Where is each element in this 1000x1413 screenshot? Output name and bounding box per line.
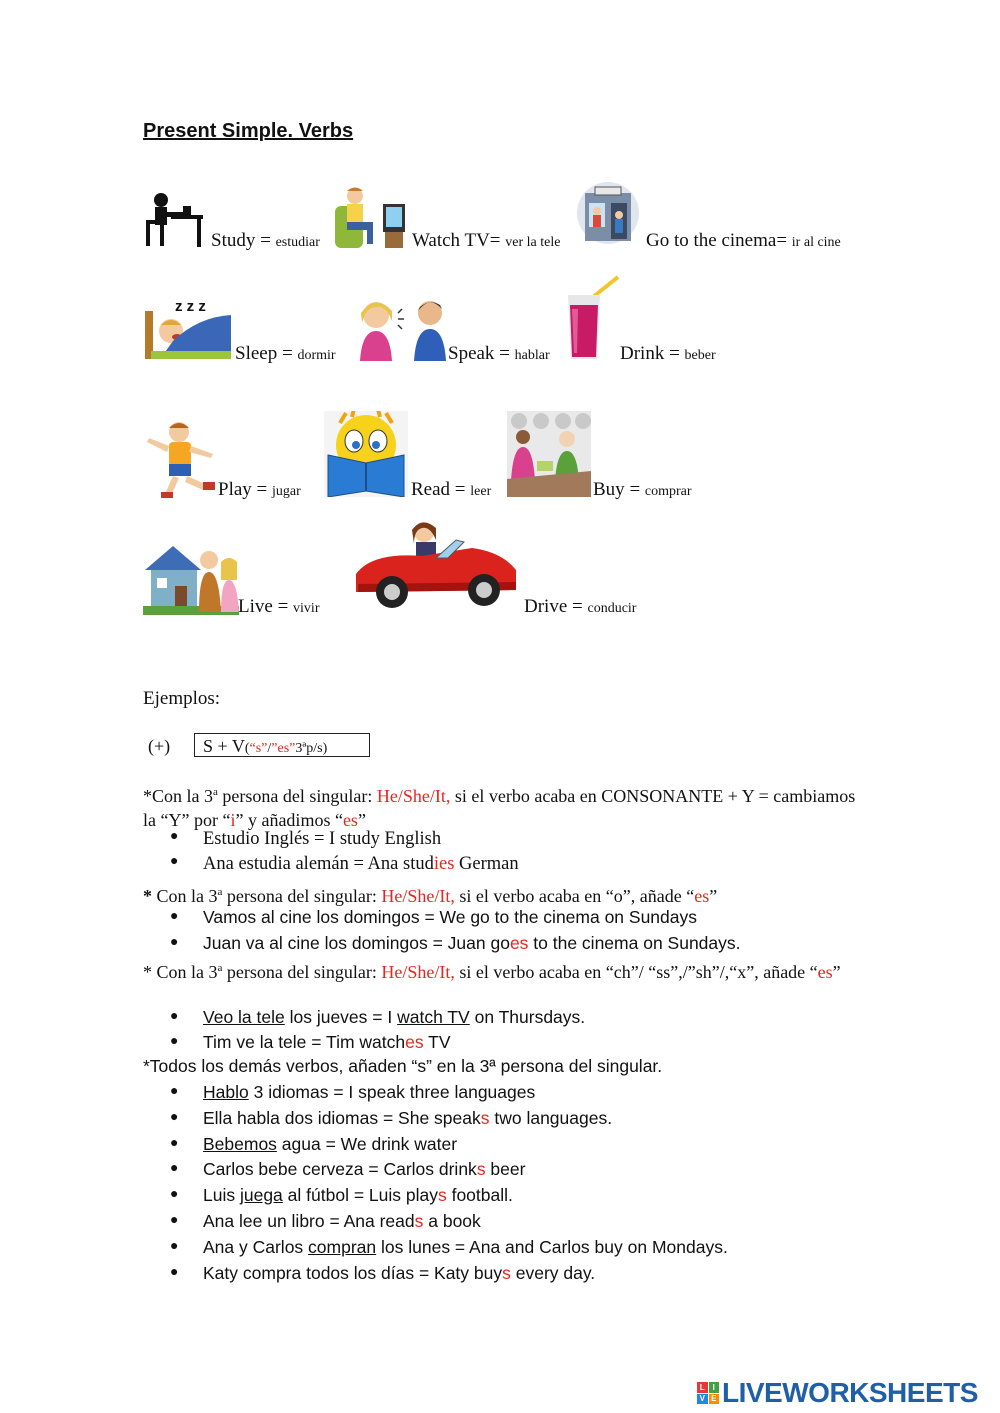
item-text: los lunes = Ana and Carlos buy on Mondays. [376,1237,728,1257]
formula-tail: 3ªp/s) [295,741,328,756]
item-text: Carlos bebe cerveza = Carlos drink [203,1159,477,1179]
rule-text: ” y añadimos “ [235,810,343,830]
item-text: on Thursdays. [469,1007,586,1027]
vocab-live: Live = vivir [238,596,320,617]
vocab-spanish: vivir [293,601,320,616]
vocab-watch-tv: Watch TV= ver la tele [412,230,561,251]
vocab-english: Speak [448,343,495,364]
vocab-speak: Speak = hablar [448,343,550,364]
item-text: beer [485,1159,526,1179]
rule-text: *Con la 3 [143,786,213,806]
sleep-picture [143,295,233,361]
logo-letter: I [709,1382,720,1393]
highlight: es [509,933,529,953]
liveworksheets-logo[interactable] [697,1376,978,1410]
formula-slash: / [267,741,272,756]
vocab-english: Sleep [235,343,278,364]
formula-es: ”es” [271,741,296,756]
item-text: los jueves = I [284,1007,398,1027]
read-picture [324,411,408,497]
highlight: s [414,1211,424,1231]
buy-picture [507,411,591,497]
bullet-icon: ● [170,1007,179,1023]
vocab-english: Watch TV [412,230,490,251]
logo-badge-icon [697,1382,719,1404]
formula-s: “s” [249,741,268,756]
item-text: TV [423,1032,451,1052]
item-text: a book [423,1211,481,1231]
speak-picture [352,295,448,361]
formula-open: ( [244,741,250,756]
vocab-buy: Buy = comprar [593,479,692,500]
vocab-english: Buy [593,479,625,500]
logo-letter: V [697,1394,708,1405]
bullet-icon: ● [170,1263,179,1279]
vocab-spanish: beber [684,348,716,363]
item-text: Ana estudia alemán = Ana stud [203,854,434,874]
rule-consonant-y [143,780,863,832]
rule-ends-in-ch-ss-sh-x [143,956,863,984]
highlight: s [502,1263,511,1283]
highlight: s [480,1108,490,1128]
vocab-spanish: ver la tele [505,235,561,250]
underlined-verb: Bebemos [203,1134,277,1154]
vocab-spanish: hablar [514,348,550,363]
formula-main: S + V [203,736,245,756]
vocab-go-to-the-cinema: Go to the cinema= ir al cine [646,230,841,251]
superscript: a [217,886,223,898]
bullet-icon: ● [170,1032,179,1048]
rule-text: si el verbo acaba en “ch”/ “ss”,/”sh”/,“x”, añade “ [454,962,818,982]
vocab-play: Play = jugar [218,479,301,500]
rule-all-other-verbs: *Todos los demás verbos, añaden “s” en la 3ª persona del singular. [143,1056,663,1076]
rule-text: ” [832,962,841,982]
bullet-icon: ● [170,1159,179,1175]
examples-label: Ejemplos: [143,688,221,709]
bullet-icon: ● [170,1082,179,1098]
vocab-spanish: conducir [587,601,637,616]
highlight: s [476,1159,486,1179]
play-picture [143,420,219,500]
rule-text: ” [357,810,366,830]
item-text: Ana lee un libro = Ana read [203,1211,415,1231]
vocab-english: Go to the cinema [646,230,777,251]
item-text: to the cinema on Sundays. [528,933,741,953]
bullet-icon: ● [170,907,179,923]
underlined-verb: watch TV [397,1007,470,1027]
bullet-icon: ● [170,1211,179,1227]
vocab-read: Read = leer [411,479,492,500]
drink-picture [566,275,622,361]
logo-letter: L [697,1382,708,1393]
vocab-spanish: leer [470,484,492,499]
formula-box [194,733,370,757]
item-text: every day. [510,1263,596,1283]
item-text: Luis [203,1185,240,1205]
live-picture [143,540,239,615]
rule-text: persona del singular: [222,962,382,982]
vocab-spanish: estudiar [275,235,320,250]
bullet-icon: ● [170,1185,179,1201]
item-text: German [454,854,519,874]
rule-text: * Con la 3 [143,962,218,982]
rule-ends-in-o [143,880,863,908]
item-text: Ana y Carlos [203,1237,309,1257]
rule-text: si el verbo acaba en “o”, añade “ [454,886,695,906]
item-text: Juan va al cine los domingos = Juan go [203,933,510,953]
vocab-spanish: dormir [297,348,336,363]
logo-letter: E [709,1394,720,1405]
watch-tv-picture [333,186,408,250]
bullet-icon: ● [170,829,179,844]
vocab-drink: Drink = beber [620,343,716,364]
highlight: es [817,962,833,982]
vocab-spanish: ir al cine [791,235,841,250]
page-title: Present Simple. Verbs [143,120,354,142]
underlined-verb: compran [308,1237,377,1257]
pronouns: He/She/It, [376,786,451,806]
vocab-spanish: comprar [644,484,692,499]
underlined-verb: Veo la tele [203,1007,285,1027]
vocab-english: Play [218,479,252,500]
highlight: es [694,886,710,906]
rule-text: persona del singular: [222,886,382,906]
item-text: Ella habla dos idiomas = She speak [203,1108,481,1128]
highlight: i [230,810,236,830]
formula-sign: (+) [148,736,171,756]
underlined-verb: Hablo [203,1082,249,1102]
underlined-verb: juega [239,1185,283,1205]
item-text: Vamos al cine los domingos = We go to the cinema on Sundays [203,907,698,927]
vocab-english: Live [238,596,273,617]
highlight: es [405,1032,424,1052]
highlight: es [342,810,358,830]
rule-text: si el verbo acaba en CONSONANTE + Y = cambiamos la “Y” por “ [143,786,856,830]
rule-text: persona del singular: [217,786,377,806]
svg-text:z z z: z z z [175,298,206,315]
rule-text: ” [709,886,718,906]
pronouns: He/She/It, [381,886,455,906]
drive-picture [352,518,520,618]
item-text: football. [446,1185,513,1205]
bullet-icon: ● [170,1134,179,1150]
vocab-study: Study = estudiar [211,230,320,251]
bullet-icon: ● [170,1108,179,1124]
bullet-icon: ● [170,933,179,949]
cinema-picture [575,181,641,245]
vocab-drive: Drive = conducir [524,596,637,617]
superscript: a [217,962,223,974]
bullet-icon: ● [170,854,179,869]
item-text: two languages. [489,1108,613,1128]
vocab-english: Drink [620,343,665,364]
superscript: a [213,786,218,798]
star: * [143,886,152,906]
item-text: 3 idiomas = I speak three languages [248,1082,536,1102]
logo-text: LIVEWORKSHEETS [722,1377,978,1408]
pronouns: He/She/It, [381,962,455,982]
bullet-icon: ● [170,1237,179,1253]
vocab-english: Drive [524,596,568,617]
item-text: Tim ve la tele = Tim watch [203,1032,406,1052]
item-text: al fútbol = Luis play [282,1185,438,1205]
item-text: Estudio Inglés = I study English [203,829,442,849]
item-text: Katy compra todos los días = Katy buy [203,1263,503,1283]
highlight: s [437,1185,447,1205]
rule-text: Con la 3 [152,886,218,906]
vocab-sleep: Sleep = dormir [235,343,336,364]
study-picture [143,190,203,248]
vocab-english: Read [411,479,451,500]
highlight: ies [433,854,455,874]
vocab-english: Study [211,230,256,251]
item-text: agua = We drink water [276,1134,458,1154]
vocab-spanish: jugar [272,484,301,499]
